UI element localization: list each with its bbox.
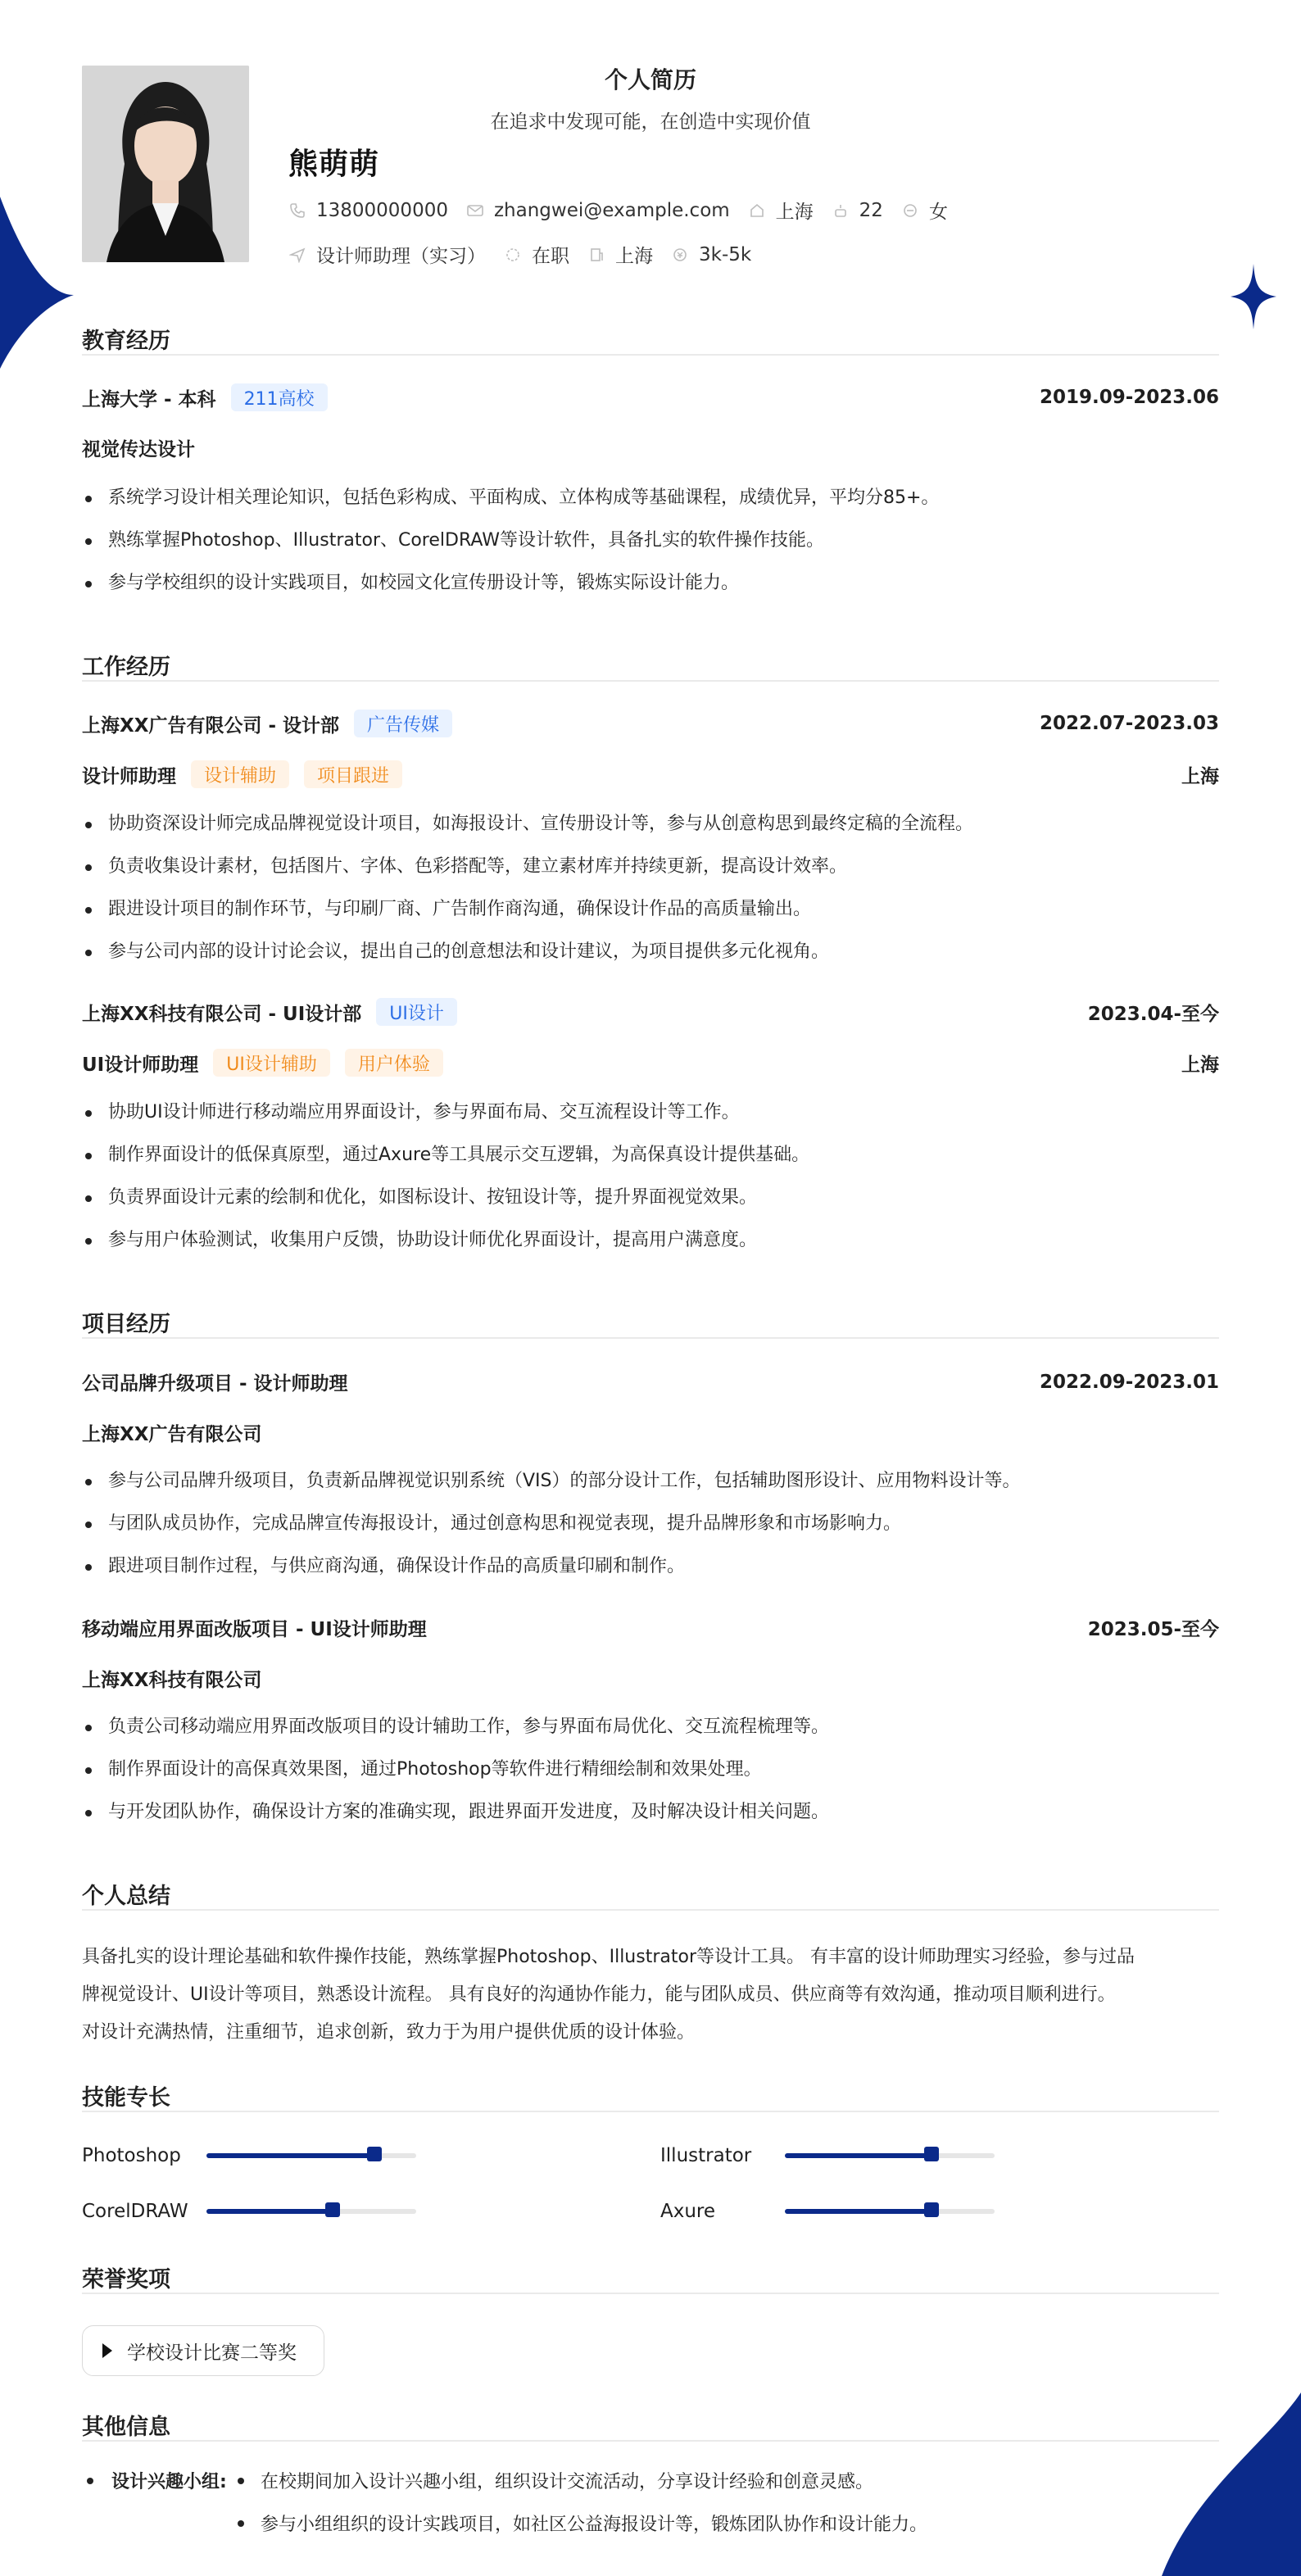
project-company: 上海XX广告有限公司	[82, 1424, 262, 1445]
work-1-role-row	[82, 760, 1219, 788]
work-city-item	[587, 241, 653, 268]
list-item: 协助UI设计师进行移动端应用界面设计，参与界面布局、交互流程设计等工作。	[82, 1091, 1219, 1134]
school-name: 上海大学 - 本科	[82, 388, 216, 410]
cake-icon	[832, 202, 850, 220]
divider	[82, 2293, 1219, 2294]
list-item: 制作界面设计的低保真原型，通过Axure等工具展示交互逻辑，为高保真设计提供基础。	[82, 1134, 1219, 1177]
education-bullets	[82, 477, 1219, 605]
divider	[82, 2111, 1219, 2112]
section-title-awards: 荣誉奖项	[82, 2267, 170, 2293]
skill-bar	[206, 2153, 416, 2158]
list-item: 熟练掌握Photoshop、Illustrator、CorelDRAW等设计软件，具备扎实的软件操作技能。	[82, 519, 1219, 562]
skill-photoshop	[82, 2145, 416, 2166]
divider	[82, 680, 1219, 682]
role-title: UI设计师助理	[82, 1054, 199, 1076]
work-location: 上海	[1181, 765, 1219, 787]
phone-item	[288, 200, 448, 221]
section-title-work: 工作经历	[82, 655, 170, 680]
skill-level-handle	[367, 2147, 382, 2161]
summary-line: 具备扎实的设计理论基础和软件操作技能，熟练掌握Photoshop、Illustrator等设计工具。 有丰富的设计师助理实习经验，参与过品	[82, 1947, 1135, 1967]
work-city-text: 上海	[615, 246, 653, 267]
bullet-dot	[238, 2478, 244, 2484]
other-item: 参与小组组织的设计实践项目，如社区公益海报设计等，锻炼团队协作和设计能力。	[261, 2515, 928, 2535]
status-icon	[504, 246, 522, 264]
bullet-dot	[238, 2520, 244, 2527]
role-tag: 设计辅助	[191, 760, 289, 788]
list-item: 参与用户体验测试，收集用户反馈，协助设计师优化界面设计，提高用户满意度。	[82, 1219, 1219, 1262]
list-item: 跟进设计项目的制作环节，与印刷厂商、广告制作商沟通，确保设计作品的高质量输出。	[82, 888, 1219, 931]
education-date: 2019.09-2023.06	[1039, 387, 1219, 408]
building-icon	[587, 246, 605, 264]
list-item: 参与公司内部的设计讨论会议，提出自己的创意想法和设计建议，为项目提供多元化视角。	[82, 931, 1219, 973]
profile-photo	[82, 66, 249, 262]
major: 视觉传达设计	[82, 439, 195, 460]
work-1-bullets	[82, 803, 1219, 973]
section-title-education: 教育经历	[82, 329, 170, 354]
role-tag: UI设计辅助	[213, 1049, 330, 1077]
project-date: 2022.09-2023.01	[1039, 1371, 1219, 1393]
list-item: 负责收集设计素材，包括图片、字体、色彩搭配等，建立素材库并持续更新，提高设计效率。	[82, 846, 1219, 888]
summary-line: 牌视觉设计、UI设计等项目，熟悉设计流程。 具有良好的沟通协作能力，能与团队成员、供应商等有效沟通，推动项目顺利进行。	[82, 1984, 1116, 2005]
left-corner-decoration	[0, 197, 74, 369]
project-2-company-row	[82, 1665, 1219, 1692]
project-title: 移动端应用界面改版项目 - UI设计师助理	[82, 1619, 427, 1640]
skill-level-handle	[325, 2202, 340, 2217]
phone-icon	[288, 202, 306, 220]
skill-name: Photoshop	[82, 2145, 181, 2166]
section-title-projects: 项目经历	[82, 1312, 170, 1337]
school-tag: 211高校	[231, 383, 328, 411]
project-2-bullets	[82, 1706, 1219, 1834]
work-1-header	[82, 710, 1219, 737]
email-text: zhangwei@example.com	[493, 199, 730, 221]
list-item: 参与学校组织的设计实践项目，如校园文化宣传册设计等，锻炼实际设计能力。	[82, 562, 1219, 605]
candidate-name: 熊萌萌	[288, 147, 380, 181]
project-title: 公司品牌升级项目 - 设计师助理	[82, 1373, 348, 1395]
divider	[82, 1909, 1219, 1911]
status-item	[504, 241, 569, 268]
sparkle-icon	[1231, 264, 1276, 329]
section-title-skills: 技能专长	[82, 2085, 170, 2111]
bullet-dot	[87, 2478, 93, 2484]
other-info-row	[82, 2510, 1219, 2536]
list-item: 跟进项目制作过程，与供应商沟通，确保设计作品的高质量印刷和制作。	[82, 1545, 1219, 1588]
position-item	[288, 241, 486, 268]
status-text: 在职	[532, 246, 569, 267]
other-item: 在校期间加入设计兴趣小组，组织设计交流活动，分享设计经验和创意灵感。	[261, 2472, 874, 2492]
project-2-header	[82, 1614, 1219, 1641]
major-row	[82, 434, 1219, 461]
project-company: 上海XX科技有限公司	[82, 1670, 262, 1691]
role-tag: 用户体验	[345, 1049, 443, 1077]
award-item[interactable]	[82, 2325, 324, 2376]
list-item: 协助资深设计师完成品牌视觉设计项目，如海报设计、宣传册设计等，参与从创意构思到最终定稿的全流程。	[82, 803, 1219, 846]
skill-illustrator	[660, 2145, 995, 2166]
slogan: 在追求中发现可能，在创造中实现价值	[490, 111, 811, 133]
divider	[82, 354, 1219, 356]
other-info-row	[82, 2468, 1219, 2493]
gender-icon	[901, 202, 919, 220]
play-icon	[102, 2343, 112, 2358]
role-title: 设计师助理	[82, 765, 176, 787]
work-2-bullets	[82, 1091, 1219, 1262]
skill-name: Illustrator	[660, 2145, 752, 2166]
work-date: 2022.07-2023.03	[1039, 713, 1219, 734]
skill-bar	[785, 2153, 995, 2158]
gender-text: 女	[928, 202, 948, 223]
project-1-header	[82, 1368, 1219, 1395]
award-label: 学校设计比赛二等奖	[127, 2342, 297, 2364]
role-tag: 项目跟进	[304, 760, 402, 788]
salary-icon	[671, 246, 689, 264]
skill-axure	[660, 2201, 995, 2222]
section-title-other: 其他信息	[82, 2415, 170, 2440]
summary-line: 对设计充满热情，注重细节，追求创新，致力于为用户提供优质的设计体验。	[82, 2022, 696, 2043]
city-text: 上海	[775, 202, 814, 223]
list-item: 系统学习设计相关理论知识，包括色彩构成、平面构成、立体构成等基础课程，成绩优异，平均分85+。	[82, 477, 1219, 519]
age-text: 22	[859, 199, 883, 221]
skill-coreldraw	[82, 2201, 416, 2222]
work-date: 2023.04-至今	[1087, 1003, 1219, 1025]
company-name: 上海XX广告有限公司 - 设计部	[82, 714, 340, 737]
skill-level-handle	[924, 2147, 939, 2161]
skill-name: CorelDRAW	[82, 2201, 188, 2222]
education-header	[82, 383, 1219, 411]
home-icon	[748, 202, 766, 220]
divider	[82, 2440, 1219, 2442]
job-intent-row	[288, 241, 751, 268]
phone-text: 13800000000	[316, 199, 448, 221]
contact-info-row	[288, 197, 948, 224]
industry-tag: 广告传媒	[354, 710, 452, 737]
list-item: 制作界面设计的高保真效果图，通过Photoshop等软件进行精细绘制和效果处理。	[82, 1748, 1219, 1791]
project-1-company-row	[82, 1419, 1219, 1446]
list-item: 负责公司移动端应用界面改版项目的设计辅助工作，参与界面布局优化、交互流程梳理等。	[82, 1706, 1219, 1748]
other-key: 设计兴趣小组:	[111, 2472, 227, 2492]
age-item	[832, 200, 883, 221]
work-2-role-row	[82, 1049, 1219, 1077]
project-1-bullets	[82, 1460, 1219, 1588]
summary-text	[82, 1939, 1219, 2052]
list-item: 与开发团队协作，确保设计方案的准确实现，跟进界面开发进度，及时解决设计相关问题。	[82, 1791, 1219, 1834]
skill-level-handle	[924, 2202, 939, 2217]
work-location: 上海	[1181, 1054, 1219, 1076]
work-2-header	[82, 998, 1219, 1026]
list-item: 参与公司品牌升级项目，负责新品牌视觉识别系统（VIS）的部分设计工作，包括辅助图形设计、应用物料设计等。	[82, 1460, 1219, 1503]
send-icon	[288, 246, 306, 264]
skill-bar	[785, 2209, 995, 2214]
skill-name: Axure	[660, 2201, 716, 2222]
avatar	[82, 66, 249, 262]
divider	[82, 1337, 1219, 1339]
list-item: 负责界面设计元素的绘制和优化，如图标设计、按钮设计等，提升界面视觉效果。	[82, 1177, 1219, 1219]
page-title: 个人简历	[604, 66, 696, 93]
position-text: 设计师助理（实习）	[316, 246, 486, 267]
salary-text: 3k-5k	[699, 243, 752, 265]
list-item: 与团队成员协作，完成品牌宣传海报设计，通过创意构思和视觉表现，提升品牌形象和市场影响力。	[82, 1503, 1219, 1545]
industry-tag: UI设计	[376, 998, 457, 1026]
city-item	[748, 197, 814, 224]
mail-icon	[466, 202, 484, 220]
section-title-summary: 个人总结	[82, 1884, 170, 1909]
skill-bar	[206, 2209, 416, 2214]
email-item	[466, 200, 730, 221]
company-name: 上海XX科技有限公司 - UI设计部	[82, 1003, 362, 1025]
gender-item	[901, 197, 948, 224]
project-date: 2023.05-至今	[1087, 1619, 1219, 1640]
salary-item	[671, 244, 751, 265]
